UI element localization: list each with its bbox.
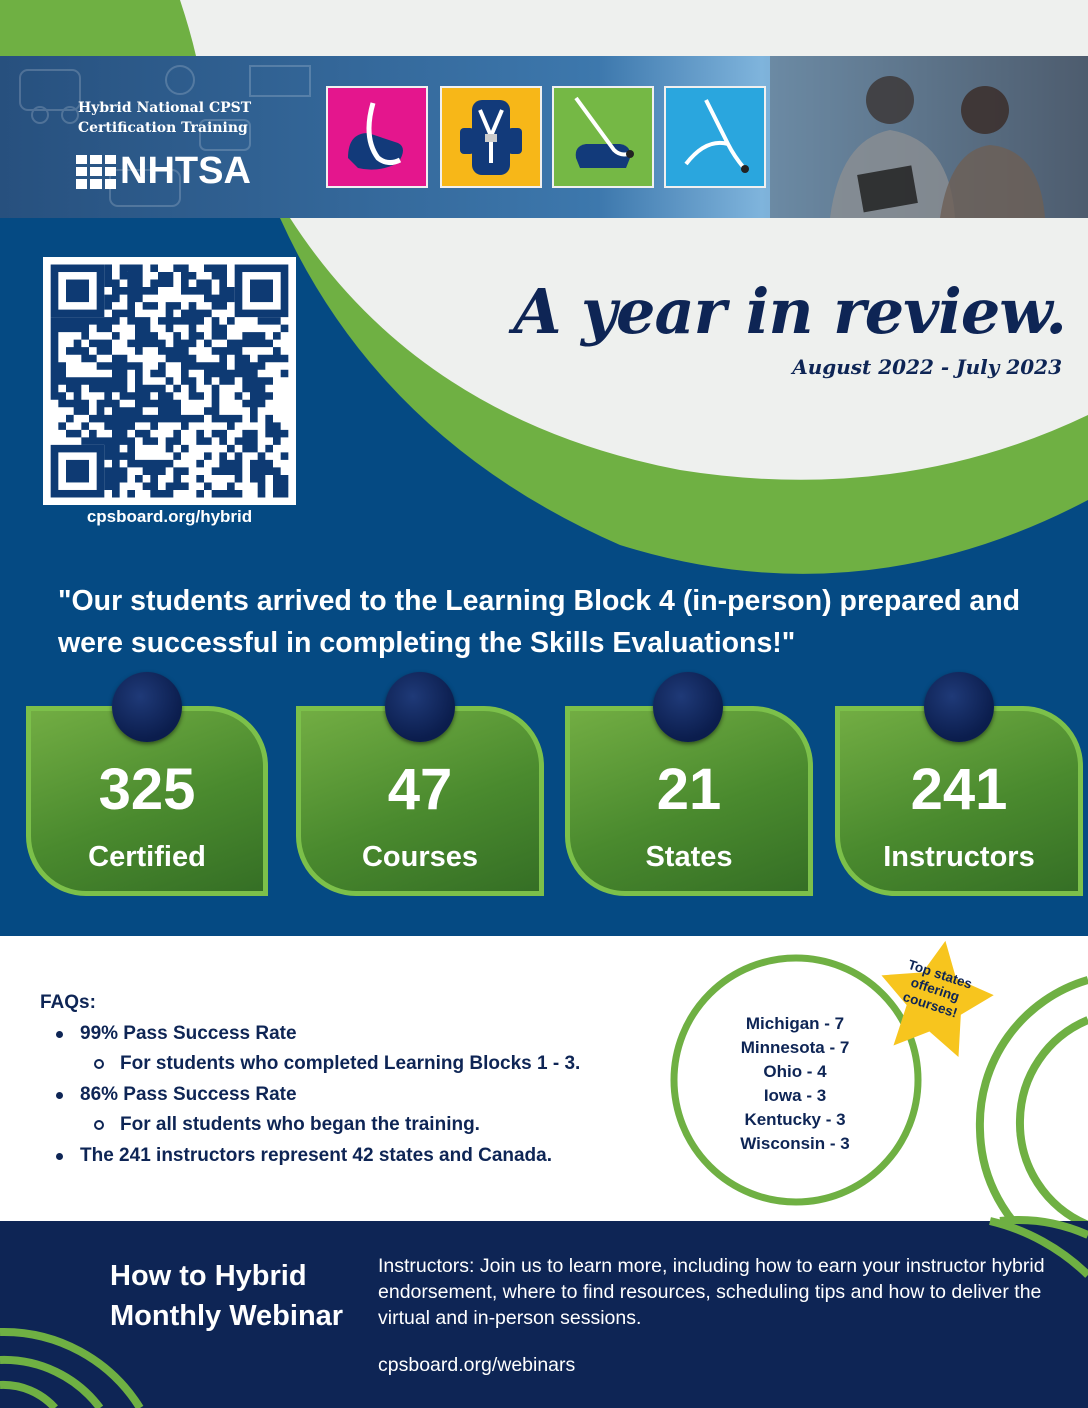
date-range: August 2022 - July 2023 bbox=[792, 355, 1062, 379]
nhtsa-logo-text: NHTSA bbox=[120, 150, 251, 192]
stat-label: Instructors bbox=[883, 841, 1035, 873]
card-pin-dot bbox=[924, 672, 994, 742]
webinar-title-line: Monthly Webinar bbox=[110, 1300, 344, 1332]
harness-seat-icon bbox=[440, 86, 542, 188]
rear-facing-seat-icon bbox=[326, 86, 428, 188]
testimonial-quote: "Our students arrived to the Learning Block 4 (in-person) prepared and were successful in completing the Skills Evaluations!" bbox=[58, 585, 1021, 659]
top-states-list bbox=[690, 1012, 900, 1156]
faq-section bbox=[40, 988, 580, 1171]
nhtsa-logo-icon bbox=[76, 155, 116, 189]
stat-value: 325 bbox=[98, 757, 196, 822]
stat-value: 21 bbox=[656, 757, 722, 822]
card-pin-dot bbox=[385, 672, 455, 742]
faq-heading: FAQs: bbox=[40, 992, 96, 1013]
state-item: Iowa - 3 bbox=[763, 1086, 827, 1105]
webinar-url[interactable]: cpsboard.org/webinars bbox=[378, 1354, 576, 1376]
qr-code[interactable] bbox=[43, 257, 296, 505]
faq-subitem: For all students who began the training. bbox=[40, 1110, 580, 1141]
stat-label: States bbox=[645, 841, 733, 873]
program-title: Hybrid National CPST Certification Training bbox=[78, 100, 252, 136]
qr-code-pattern bbox=[43, 257, 296, 505]
stat-label: Courses bbox=[361, 841, 479, 873]
faq-item: 99% Pass Success Rate bbox=[40, 1019, 580, 1050]
state-item: Minnesota - 7 bbox=[740, 1038, 850, 1057]
state-item: Wisconsin - 3 bbox=[740, 1134, 850, 1153]
stat-value: 241 bbox=[910, 757, 1008, 822]
seat-belt-icon bbox=[664, 86, 766, 188]
webinar-title bbox=[110, 1256, 343, 1336]
qr-url[interactable]: cpsboard.org/hybrid bbox=[86, 507, 253, 526]
stat-value: 47 bbox=[387, 757, 453, 822]
state-item: Ohio - 4 bbox=[763, 1062, 827, 1081]
top-states-badge: Top states offering courses! bbox=[901, 956, 975, 1021]
state-item: Kentucky - 3 bbox=[744, 1110, 846, 1129]
booster-seat-icon bbox=[552, 86, 654, 188]
faq-subitem: For students who completed Learning Blocks 1 - 3. bbox=[40, 1049, 580, 1080]
card-pin-dot bbox=[653, 672, 723, 742]
stat-label: Certified bbox=[88, 841, 206, 873]
faq-item: The 241 instructors represent 42 states and Canada. bbox=[40, 1141, 580, 1172]
card-pin-dot bbox=[112, 672, 182, 742]
faq-item: 86% Pass Success Rate bbox=[40, 1080, 580, 1111]
state-item: Michigan - 7 bbox=[745, 1014, 845, 1033]
webinar-title-line: How to Hybrid bbox=[110, 1260, 307, 1292]
webinar-description: Instructors: Join us to learn more, including how to earn your instructor hybrid endorsement, where to find resources, scheduling tips and how to deliver the virtual and in-person sessions. bbox=[378, 1255, 1045, 1329]
nhtsa-logo bbox=[76, 150, 251, 193]
headline: A year in review. bbox=[513, 275, 1066, 348]
